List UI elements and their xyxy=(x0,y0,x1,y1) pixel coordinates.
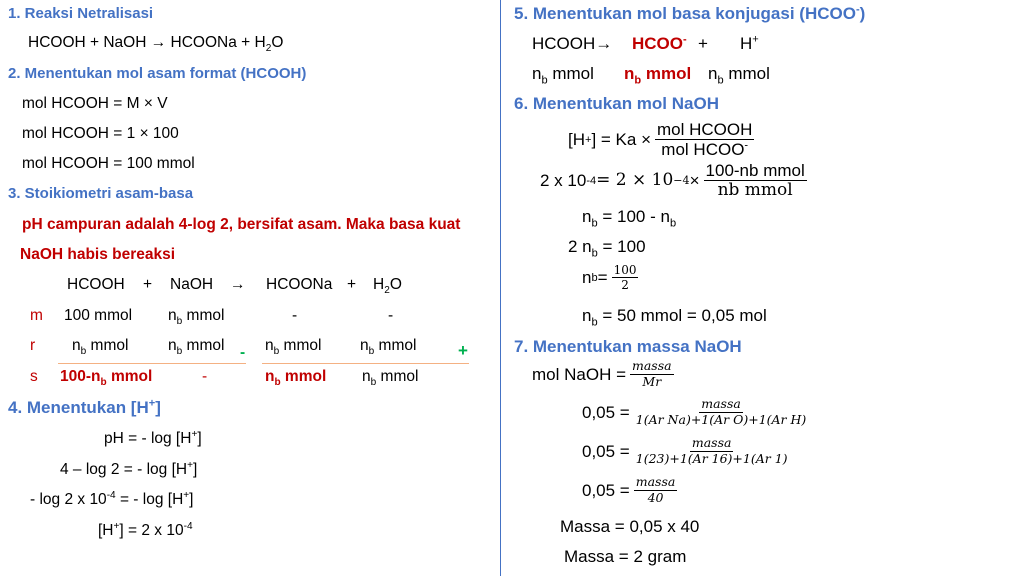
table-header-hcooh: HCOOH xyxy=(67,276,125,293)
table-header-plus-2: + xyxy=(347,276,357,293)
mass-step-2: 0,05 = $\frac{\text{massa}}{1(23)+1(Ar 16)+1(Ar 1)}$ xyxy=(582,435,788,466)
mol-formula-line: mol HCOOH = M × V xyxy=(22,95,168,112)
ph-line-4: [H+] = 2 x $10^{-4}$ xyxy=(98,520,193,539)
conjugate-eq-plus: + xyxy=(698,34,708,53)
nb-step-1: $n_b = 100 - n_b$ xyxy=(582,207,677,230)
conjugate-eq-lhs: HCOOH→ xyxy=(532,34,613,53)
h-value-equation: 2 x 10 -4 = 2 × 10 −4 × $\frac{\text{100-nb mmol}}{\text{nb mmol}}$ xyxy=(540,161,805,200)
m-h2o: - xyxy=(388,307,394,324)
table-line-right xyxy=(262,363,469,364)
s-hcoona: $n_b$ mmol xyxy=(265,368,327,389)
reaction-equation: HCOOH + NaOH → HCOONa + $H_2O$ xyxy=(28,34,284,55)
section-4-title: 4. Menentukan [H+] xyxy=(8,397,161,417)
r-hcooh: $n_b$ mmol xyxy=(72,337,129,358)
conjugate-eq-h: H+ xyxy=(740,33,759,53)
section-5-title: 5. Menentukan mol basa konjugasi (HCOO-) xyxy=(514,3,866,23)
conjugate-amount-2: $n_b$ mmol xyxy=(624,64,692,87)
mass-40-fraction: $\frac{\text{massa}}{40}$ xyxy=(635,474,676,505)
m-naoh: $n_b$ mmol xyxy=(168,307,225,328)
mass-step-1: 0,05 = $\frac{\text{massa}}{\text{1(Ar Na)+1(Ar O)+1(Ar H)}}$ xyxy=(582,396,807,427)
mass-number-fraction: $\frac{\text{massa}}{1(23)+1(Ar 16)+1(Ar 1)}$ xyxy=(635,435,788,466)
ph-line-3: - log 2 x $10^{-4}$ = - log [H+] xyxy=(30,489,194,508)
r-naoh: $n_b$ mmol xyxy=(168,337,225,358)
conjugate-amount-3: $n_b$ mmol xyxy=(708,64,770,87)
r-hcoona: $n_b$ mmol xyxy=(265,337,322,358)
table-header-arrow: → xyxy=(230,276,246,293)
nb-result: $n_b = 50$ mmol = 0,05 mol xyxy=(582,306,767,329)
nb-fraction: $\frac{\text{100-nb mmol}}{\text{nb mmol}}$ xyxy=(705,161,805,200)
nb-half-fraction: $\frac{100}{2}$ xyxy=(613,263,637,292)
nb-step-2: 2 $n_b = 100$ xyxy=(568,237,646,260)
mass-result: Massa = 2 gram xyxy=(564,547,687,566)
row-label-m: m xyxy=(30,307,43,324)
s-h2o: $n_b$ mmol xyxy=(362,368,419,389)
conjugate-eq-hcoo: HCOO- xyxy=(632,33,687,53)
ph-note-line-2: NaOH habis bereaksi xyxy=(20,246,176,263)
s-naoh: - xyxy=(202,368,208,385)
mass-ar-fraction: $\frac{\text{massa}}{\text{1(Ar Na)+1(Ar O)+1(Ar H)}}$ xyxy=(635,396,807,427)
table-header-h2o: $H_2O$ xyxy=(373,276,402,297)
table-header-plus-1: + xyxy=(143,276,153,293)
h-ka-equation: [H + ] = Ka × $\frac{\text{mol HCOOH}}{mol HCOO^-}$ xyxy=(568,120,753,159)
section-6-title: 6. Menentukan mol NaOH xyxy=(514,94,719,113)
h-ka-fraction: $\frac{\text{mol HCOOH}}{mol HCOO^-}$ xyxy=(657,120,753,159)
nb-step-3: n b = $\frac{100}{2}$ xyxy=(582,263,637,292)
mol-calc-line: mol HCOOH = 1 × 100 xyxy=(22,125,179,142)
row-label-r: r xyxy=(30,337,36,354)
ph-note-line-1: pH campuran adalah 4-log 2, bersifat asam. Maka basa kuat xyxy=(22,216,461,233)
mass-formula: mol NaOH = $\frac{\text{massa}}{Mr}$ xyxy=(532,358,672,389)
column-divider xyxy=(500,0,501,576)
mass-step-3: 0,05 = $\frac{\text{massa}}{40}$ xyxy=(582,474,676,505)
table-header-hcoona: HCOONa xyxy=(266,276,333,293)
conjugate-amount-1: $n_b$ mmol xyxy=(532,64,594,87)
m-hcooh: 100 mmol xyxy=(64,307,133,324)
table-line-left xyxy=(58,363,246,364)
section-2-title: 2. Menentukan mol asam format (HCOOH) xyxy=(8,65,307,82)
s-hcooh: $100-n_b$ mmol xyxy=(60,368,153,389)
plus-sign: + xyxy=(458,341,468,360)
mol-result-line: mol HCOOH = 100 mmol xyxy=(22,155,195,172)
m-hcoona: - xyxy=(292,307,298,324)
ph-line-2: 4 – log 2 = - log [H+] xyxy=(60,459,198,478)
section-7-title: 7. Menentukan massa NaOH xyxy=(514,337,742,356)
ph-line-1: pH = - log [H+] xyxy=(104,428,202,447)
table-header-naoh: NaOH xyxy=(170,276,214,293)
section-1-title: 1. Reaksi Netralisasi xyxy=(8,5,154,22)
minus-sign: - xyxy=(240,344,246,361)
r-h2o: $n_b$ mmol xyxy=(360,337,417,358)
section-3-title: 3. Stoikiometri asam-basa xyxy=(8,185,194,202)
row-label-s: s xyxy=(30,368,38,385)
mass-calc: Massa = 0,05 x 40 xyxy=(560,517,700,536)
mass-mr-fraction: $\frac{\text{massa}}{Mr}$ xyxy=(632,358,672,389)
